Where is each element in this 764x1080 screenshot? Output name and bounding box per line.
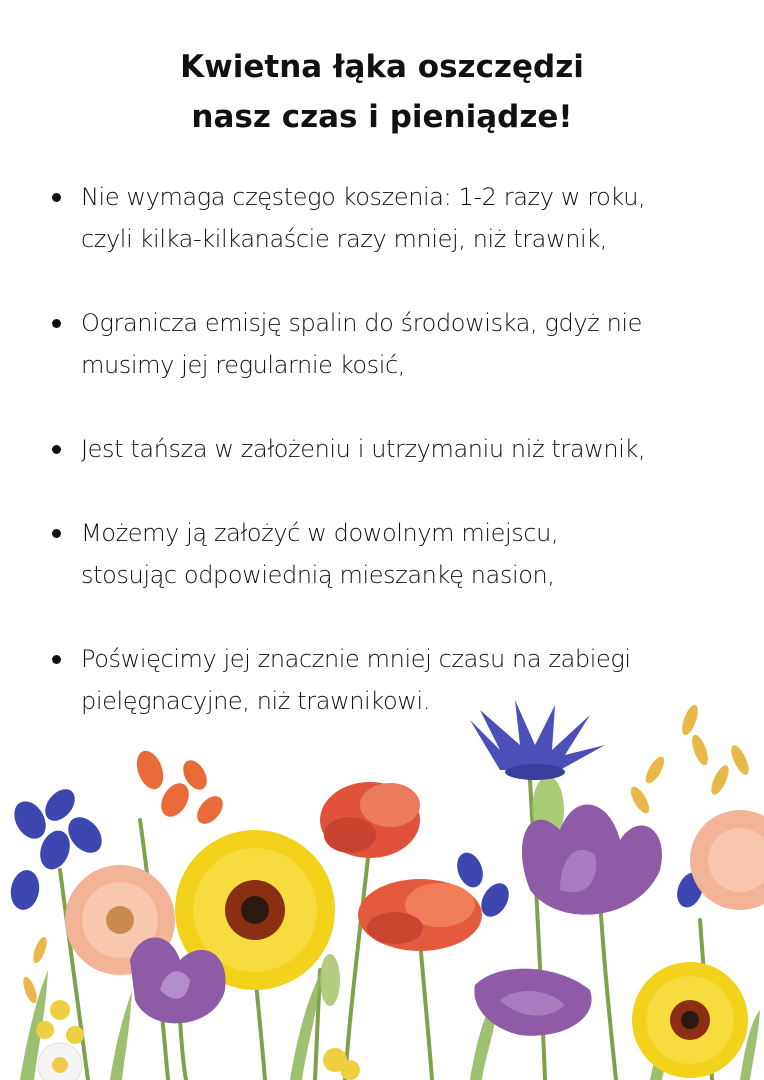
list-item-line: czyli kilka-kilkanaście razy mniej, niż trawnik, xyxy=(81,225,608,253)
orange-blossoms xyxy=(132,747,228,829)
list-item-line: Jest tańsza w założeniu i utrzymaniu niż trawnik, xyxy=(81,435,646,463)
title-line-1: Kwietna łąka oszczędzi xyxy=(180,49,584,85)
cornflower-top xyxy=(470,700,605,780)
purple-tulip-right xyxy=(522,805,662,915)
bullet-icon xyxy=(52,193,61,202)
page-title xyxy=(0,42,764,142)
list-item xyxy=(50,176,740,260)
bullet-icon xyxy=(52,529,61,538)
benefits-list xyxy=(50,176,740,764)
list-item-line: Ogranicza emisję spalin do środowiska, gdyż nie xyxy=(81,309,643,337)
list-item xyxy=(50,302,740,386)
peach-flower-right xyxy=(690,810,764,910)
list-item-line: stosując odpowiednią mieszankę nasion, xyxy=(81,561,555,589)
title-line-2: nasz czas i pieniądze! xyxy=(191,99,573,135)
bullet-icon xyxy=(52,319,61,328)
bullet-icon xyxy=(52,445,61,454)
white-daisy xyxy=(38,1043,82,1080)
sunflower-small xyxy=(632,962,748,1078)
list-item xyxy=(50,512,740,596)
poppy-middle xyxy=(358,879,482,951)
list-item-line: pielęgnacyjne, niż trawnikowi. xyxy=(81,687,430,715)
bullet-icon xyxy=(52,655,61,664)
list-item xyxy=(50,428,740,470)
list-item-line: musimy jej regularnie kosić, xyxy=(81,351,406,379)
wildflower-illustration xyxy=(0,690,764,1080)
list-item-line: Nie wymaga częstego koszenia: 1-2 razy w roku, xyxy=(81,183,646,211)
list-item-line: Poświęcimy jej znacznie mniej czasu na zabiegi xyxy=(81,645,631,673)
poppy-top xyxy=(320,782,420,858)
list-item-line: Możemy ją założyć w dowolnym miejscu, xyxy=(81,519,559,547)
